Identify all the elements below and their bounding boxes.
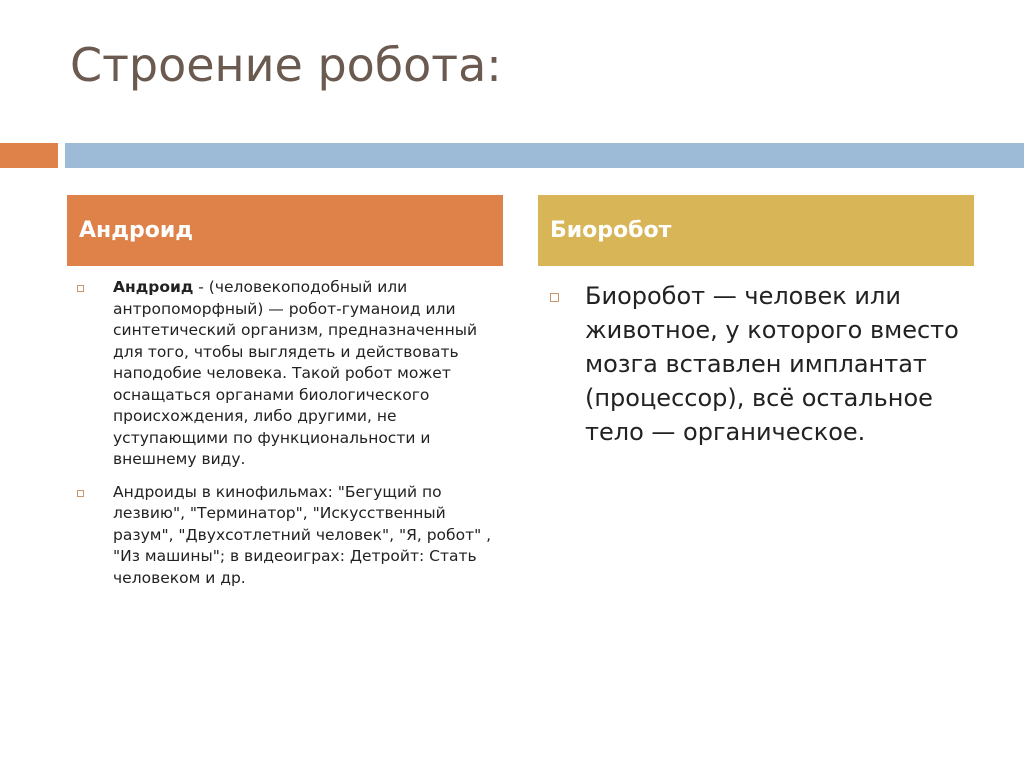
android-definition-text: - (человекоподобный или антропоморфный) — робот-гуманоид или синтетический организм, предназначенный для того, чтобы выглядеть и действовать наподобие человека. Такой робот может оснащаться органами биологического происхождения, либо другими, не уступающими по функциональности и внешнему виду. xyxy=(113,278,478,468)
title-rule-accent xyxy=(0,143,58,168)
android-bullet-list xyxy=(77,277,497,600)
android-definition-bullet xyxy=(77,277,497,471)
square-bullet-icon xyxy=(77,285,84,292)
android-examples-text: Андроиды в кинофильмах: "Бегущий по лезвию", "Терминатор", "Искусственный разум", "Двухсотлетний человек", "Я, робот" , "Из машины"; в видеоиграх: Детройт: Стать человеком и др. xyxy=(113,482,492,587)
square-bullet-icon xyxy=(550,293,559,302)
android-term: Андроид xyxy=(113,278,194,296)
biorobot-definition-bullet xyxy=(550,279,970,449)
android-header xyxy=(67,195,503,266)
slide-title: Строение робота: xyxy=(70,38,502,92)
biorobot-header-label: Биоробот xyxy=(550,218,672,243)
biorobot-bullet-list xyxy=(550,279,970,449)
android-examples-bullet xyxy=(77,482,497,590)
android-header-label: Андроид xyxy=(79,218,194,243)
biorobot-header xyxy=(538,195,974,266)
square-bullet-icon xyxy=(77,490,84,497)
biorobot-definition-text: Биоробот — человек или животное, у которого вместо мозга вставлен имплантат (процессор), всё остальное тело — органическое. xyxy=(585,282,959,446)
title-rule xyxy=(65,143,1024,168)
